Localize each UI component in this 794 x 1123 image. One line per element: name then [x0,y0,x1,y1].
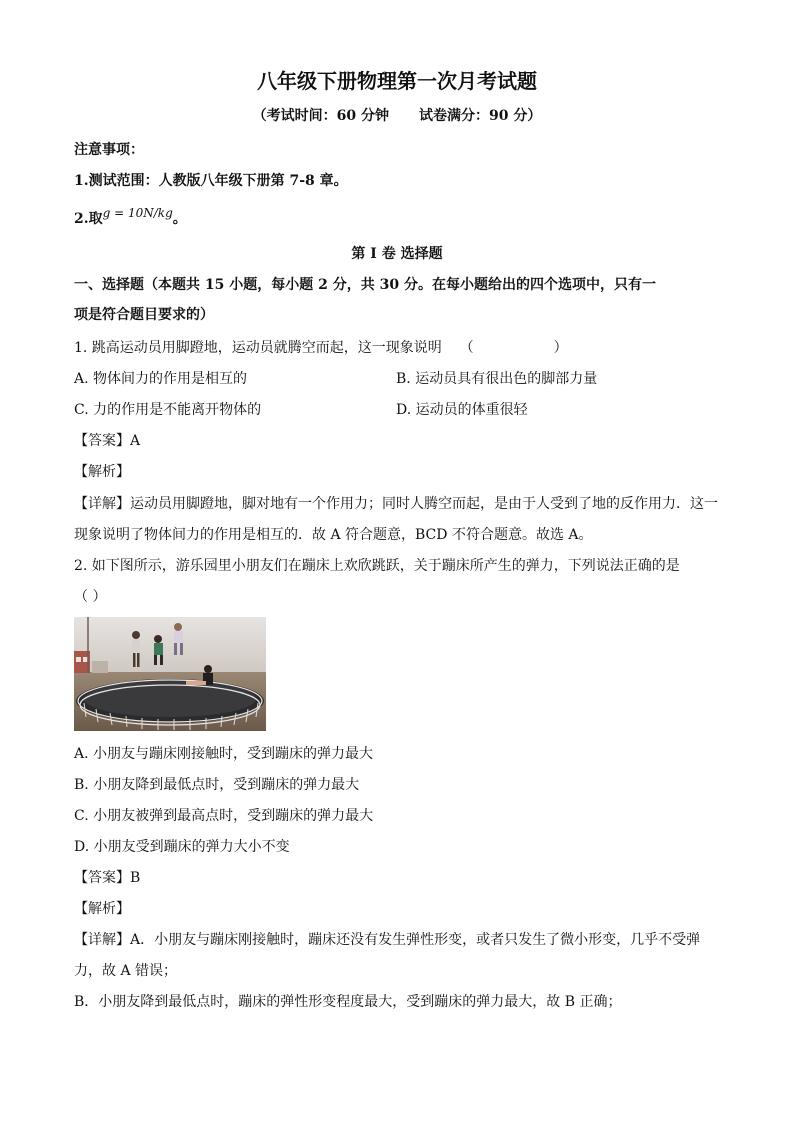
q2-detail-line3: B．小朋友降到最低点时，蹦床的弹性形变程度最大，受到蹦床的弹力最大，故 B 正确； [74,994,622,1010]
q2-option-a: A. 小朋友与蹦床刚接触时，受到蹦床的弹力最大 [74,746,374,762]
q1-option-d: D. 运动员的体重很轻 [396,402,528,418]
q2-bracket: （ ） [74,589,107,605]
q1-option-b: B. 运动员具有很出色的脚部力量 [396,371,598,387]
exam-time: （考试时间：60 分钟 [252,108,389,124]
q1-stem: 1. 跳高运动员用脚蹬地，运动员就腾空而起，这一现象说明 （ ） [74,340,568,356]
q1-option-c: C. 力的作用是不能离开物体的 [74,402,262,418]
q2-stem: 2. 如下图所示，游乐园里小朋友们在蹦床上欢欣跳跃，关于蹦床所产生的弹力，下列说法正确的是 [74,558,680,574]
exam-score: 试卷满分：90 分） [419,108,542,124]
q2-option-c: C. 小朋友被弹到最高点时，受到蹦床的弹力最大 [74,808,374,824]
exam-title: 八年级下册物理第一次月考试题 [257,69,537,93]
part1-heading-line2: 项是符合题目要求的） [74,307,214,323]
notes-item-2 [74,206,187,228]
exam-subtitle [0,107,794,125]
q1-detail-line2: 现象说明了物体间力的作用是相互的．故 A 符合题意，BCD 不符合题意。故选 A。 [74,527,593,543]
notes-item-1: 1.测试范围：人教版八年级下册第 7-8 章。 [74,173,348,189]
q2-answer: 【答案】B [74,870,141,886]
q1-analysis: 【解析】 [74,464,130,480]
section-title: 第 I 卷 选择题 [351,246,443,262]
q2-detail-line1: 【详解】A．小朋友与蹦床刚接触时，蹦床还没有发生弹性形变，或者只发生了微小形变，几乎不受弹 [74,932,701,948]
q2-option-d: D. 小朋友受到蹦床的弹力大小不变 [74,839,290,855]
q2-option-b: B. 小朋友降到最低点时，受到蹦床的弹力最大 [74,777,360,793]
gravity-formula: g = 10N/kg [102,206,173,220]
part1-heading-line1: 一、选择题（本题共 15 小题，每小题 2 分，共 30 分。在每小题给出的四个选项中，只有一 [74,277,656,293]
q1-option-a: A. 物体间力的作用是相互的 [74,371,248,387]
q1-answer: 【答案】A [74,433,141,449]
trampoline-photo [74,617,266,731]
notes-item-2-suffix: 。 [172,211,187,227]
notes-heading: 注意事项： [74,142,144,158]
q1-detail-line1: 【详解】运动员用脚蹬地，脚对地有一个作用力；同时人腾空而起，是由于人受到了地的反作用力．这一 [74,496,718,512]
q2-analysis: 【解析】 [74,901,130,917]
q2-detail-line2: 力，故 A 错误； [74,963,178,979]
notes-item-2-prefix: 2.取 [74,211,103,227]
